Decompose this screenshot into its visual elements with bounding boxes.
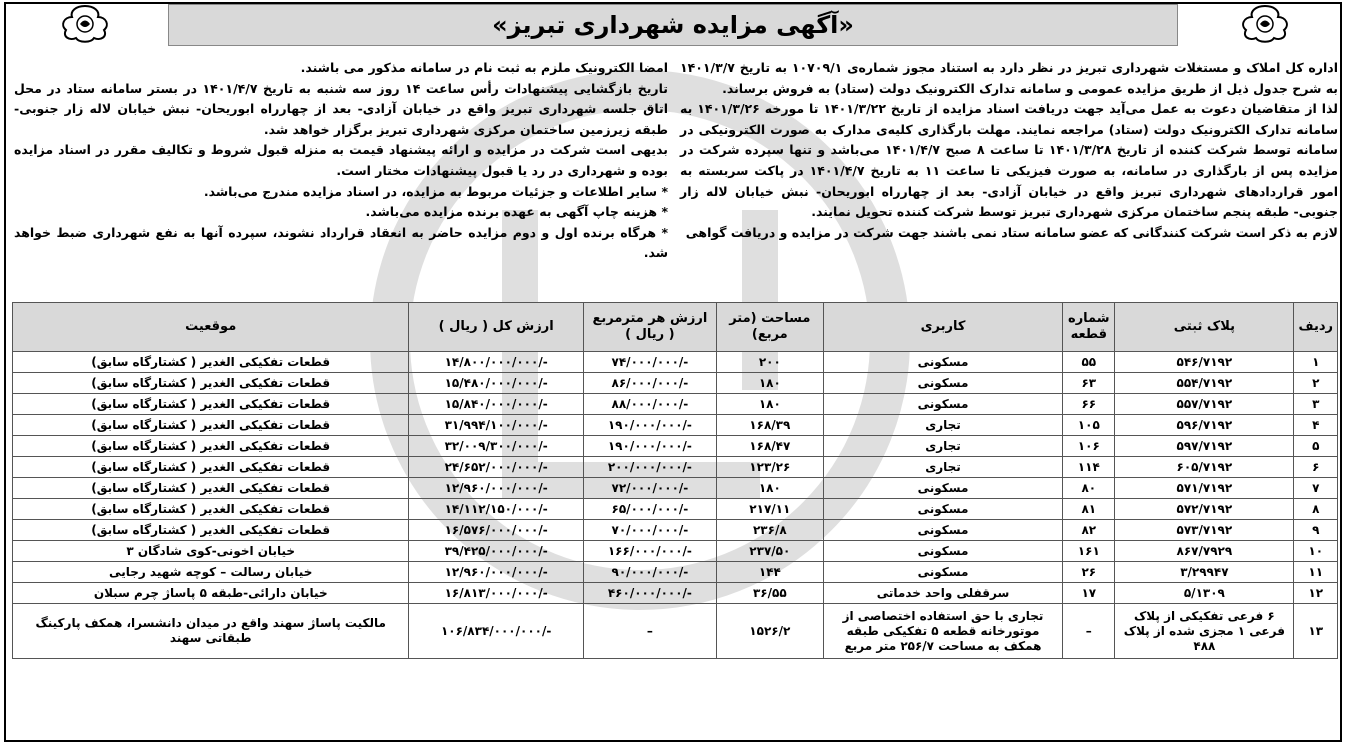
area-cell: ۱۸۰ [716,478,823,499]
usage-cell: تجاری [823,436,1063,457]
note-item: * سایر اطلاعات و جزئیات مربوط به مزایده، در اسناد مزایده مندرج می‌باشد. [203,183,668,199]
intro-column-right [680,58,1338,243]
table-row [13,562,1338,583]
usage-cell: مسکونی [823,352,1063,373]
parcel-cell: ۸۰ [1063,478,1115,499]
total-value-cell: -/۳۲/۰۰۹/۳۰۰/۰۰۰ [409,436,583,457]
row-number: ۸ [1294,499,1338,520]
location-cell: خیابان اخونی-کوی شادگان ۳ [13,541,409,562]
municipality-logo-left-icon [56,3,114,43]
municipality-logo-right-icon [1236,3,1294,43]
parcel-cell: ۶۶ [1063,394,1115,415]
area-cell: ۱۸۰ [716,373,823,394]
header-location: موقعیت [13,303,409,352]
location-cell: قطعات تفکیکی الغدیر ( کشتارگاه سابق) [13,478,409,499]
header-usage: کاربری [823,303,1063,352]
parcel-cell: ۱۰۶ [1063,436,1115,457]
area-cell: ۱۶۸/۳۹ [716,415,823,436]
unit-value-cell: -/۸۸/۰۰۰/۰۰۰ [583,394,716,415]
total-value-cell: -/۱۰۶/۸۳۴/۰۰۰/۰۰۰ [409,604,583,659]
table-header-row [13,303,1338,352]
plate-cell: ۸۶۷/۷۹۲۹ [1115,541,1294,562]
table-row [13,352,1338,373]
location-cell: قطعات تفکیکی الغدیر ( کشتارگاه سابق) [13,499,409,520]
usage-cell: تجاری با حق استفاده اختصاصی از موتورخانه قطعه ۵ تفکیکی طبقه همکف به مساحت ۲۵۶/۷ متر مربع [823,604,1063,659]
usage-cell: مسکونی [823,478,1063,499]
plate-cell: ۵۹۷/۷۱۹۲ [1115,436,1294,457]
total-value-cell: -/۲۴/۶۵۲/۰۰۰/۰۰۰ [409,457,583,478]
location-cell: مالکیت پاساژ سهند واقع در میدان دانشسرا، همکف پارکینگ طبقاتی سهند [13,604,409,659]
plate-cell: ۵۷۲/۷۱۹۲ [1115,499,1294,520]
usage-cell: مسکونی [823,541,1063,562]
unit-value-cell: -/۱۶۶/۰۰۰/۰۰۰ [583,541,716,562]
row-number: ۱ [1294,352,1338,373]
plate-cell: ۶۰۵/۷۱۹۲ [1115,457,1294,478]
usage-cell: سرقفلی واحد خدماتی [823,583,1063,604]
parcel-cell: ۸۱ [1063,499,1115,520]
total-value-cell: -/۱۴/۱۱۲/۱۵۰/۰۰۰ [409,499,583,520]
row-number: ۱۰ [1294,541,1338,562]
parcel-cell: ۲۶ [1063,562,1115,583]
intro-paragraph: لازم به ذکر است شرکت کنندگانی که عضو سامانه ستاد نمی باشند جهت شرکت در مزایده و دریافت گواهی [685,224,1338,240]
usage-cell: تجاری [823,457,1063,478]
plate-cell: ۶ فرعی تفکیکی از پلاک فرعی ۱ مجزی شده از پلاک ۴۸۸ [1115,604,1294,659]
header-plate: پلاک ثبتی [1115,303,1294,352]
parcel-cell: ۸۲ [1063,520,1115,541]
table-row [13,478,1338,499]
unit-value-cell: -/۴۶۰/۰۰۰/۰۰۰ [583,583,716,604]
row-number: ۳ [1294,394,1338,415]
plate-cell: ۵۵۷/۷۱۹۲ [1115,394,1294,415]
header-area: مساحت (متر مربع) [716,303,823,352]
location-cell: خیابان دارائی-طبقه ۵ پاساژ چرم سبلان [13,583,409,604]
row-number: ۹ [1294,520,1338,541]
area-cell: ۱۸۰ [716,394,823,415]
area-cell: ۱۲۳/۲۶ [716,457,823,478]
plate-cell: ۵/۱۳۰۹ [1115,583,1294,604]
row-number: ۵ [1294,436,1338,457]
row-number: ۷ [1294,478,1338,499]
area-cell: ۱۶۸/۴۷ [716,436,823,457]
plate-cell: ۵۷۳/۷۱۹۲ [1115,520,1294,541]
row-number: ۲ [1294,373,1338,394]
unit-value-cell: -/۷۲/۰۰۰/۰۰۰ [583,478,716,499]
table-body [13,352,1338,659]
plate-cell: ۵۹۶/۷۱۹۲ [1115,415,1294,436]
usage-cell: مسکونی [823,499,1063,520]
area-cell: ۲۰۰ [716,352,823,373]
location-cell: خیابان رسالت – کوچه شهید رجایی [13,562,409,583]
auction-table [12,302,1338,659]
usage-cell: تجاری [823,415,1063,436]
parcel-cell: ۱۱۴ [1063,457,1115,478]
usage-cell: مسکونی [823,373,1063,394]
area-cell: ۲۳۷/۵۰ [716,541,823,562]
table-row [13,457,1338,478]
intro-paragraph: امضا الکترونیک ملزم به ثبت نام در سامانه مذکور می باشند. [300,60,668,75]
parcel-cell: ۶۳ [1063,373,1115,394]
table-row [13,520,1338,541]
location-cell: قطعات تفکیکی الغدیر ( کشتارگاه سابق) [13,352,409,373]
usage-cell: مسکونی [823,562,1063,583]
total-value-cell: -/۱۴/۸۰۰/۰۰۰/۰۰۰ [409,352,583,373]
table-row [13,604,1338,659]
area-cell: ۱۴۴ [716,562,823,583]
row-number: ۱۳ [1294,604,1338,659]
intro-paragraph: بدیهی است شرکت در مزایده و ارائه پیشنهاد قیمت به منزله قبول شروط و تکالیف مقرر در اسناد مزایده بوده و شهرداری در رد یا قبول پیشنهادات مختار است. [14,142,668,178]
total-value-cell: -/۱۵/۸۴۰/۰۰۰/۰۰۰ [409,394,583,415]
area-cell: ۲۳۶/۸ [716,520,823,541]
header-total-value: ارزش کل ( ریال ) [409,303,583,352]
usage-cell: مسکونی [823,394,1063,415]
table-row [13,436,1338,457]
total-value-cell: -/۳۱/۹۹۴/۱۰۰/۰۰۰ [409,415,583,436]
total-value-cell: -/۱۵/۴۸۰/۰۰۰/۰۰۰ [409,373,583,394]
area-cell: ۲۱۷/۱۱ [716,499,823,520]
unit-value-cell: -/۲۰۰/۰۰۰/۰۰۰ [583,457,716,478]
note-item: * هرگاه برنده اول و دوم مزایده حاضر به انعقاد قرارداد نشوند، سپرده آنها به نفع شهرداری ضبط خواهد شد. [14,224,668,261]
parcel-cell: ۱۰۵ [1063,415,1115,436]
table-row [13,373,1338,394]
ad-title: «آگهی مزایده شهرداری تبریز» [168,4,1178,46]
intro-paragraph: اداره کل املاک و مستغلات شهرداری تبریز در نظر دارد به استناد مجوز شماره‌ی ۱۰۷۰۹/۱ به تاریخ ۱۴۰۱/۳/۷ به شرح جدول ذیل از طریق مزایده عمومی و سامانه تدارک الکترونیک دولت (ستاد) به فروش برساند. [680,60,1338,96]
unit-value-cell: -/۸۶/۰۰۰/۰۰۰ [583,373,716,394]
location-cell: قطعات تفکیکی الغدیر ( کشتارگاه سابق) [13,415,409,436]
total-value-cell: -/۱۲/۹۶۰/۰۰۰/۰۰۰ [409,478,583,499]
intro-paragraph: تاریخ بازگشایی پیشنهادات رأس ساعت ۱۴ روز سه شنبه به تاریخ ۱۴۰۱/۴/۷ در بستر سامانه ستاد در محل اتاق جلسه شهرداری تبریز واقع در خیابان آزادی- بعد از چهارراه ابوریحان- نبش خیابان لاله زار جنوبی- طبقه زیرزمین ساختمان مرکزی شهرداری تبریز برگزار خواهد شد. [14,80,668,137]
row-number: ۱۱ [1294,562,1338,583]
table-row [13,499,1338,520]
total-value-cell: -/۱۶/۸۱۳/۰۰۰/۰۰۰ [409,583,583,604]
intro-column-left [14,58,668,264]
row-number: ۶ [1294,457,1338,478]
parcel-cell: ۵۵ [1063,352,1115,373]
header-row-number: ردیف [1294,303,1338,352]
usage-cell: مسکونی [823,520,1063,541]
plate-cell: ۵۵۴/۷۱۹۲ [1115,373,1294,394]
table-row [13,541,1338,562]
table-row [13,415,1338,436]
header-unit-value: ارزش هر مترمربع ( ریال ) [583,303,716,352]
header-parcel: شماره قطعه [1063,303,1115,352]
unit-value-cell: – [583,604,716,659]
area-cell: ۳۶/۵۵ [716,583,823,604]
intro-paragraph: لذا از متقاضیان دعوت به عمل می‌آید جهت دریافت اسناد مزایده از تاریخ ۱۴۰۱/۳/۲۲ تا مورخه ۱۴۰۱/۳/۲۶ به سامانه تدارک الکترونیک دولت (ستاد) مراجعه نمایند. مهلت بارگذاری کلیه‌ی مدارک به صورت الکترونیکی در سامانه توسط شرکت کننده از تاریخ ۱۴۰۱/۳/۲۸ تا ساعت ۸ صبح ۱۴۰۱/۴/۷ می‌باشد و تنها سپرده شرکت در مزایده پس از بارگذاری در سامانه، به صورت فیزیکی تا ساعت ۱۱ به تاریخ ۱۴۰۱/۴/۷ در پاکت سربسته به امور قراردادهای شهرداری تبریز واقع در خیابان آزادی- بعد از چهارراه ابوریحان- نبش خیابان لاله زار جنوبی- طبقه پنجم ساختمان مرکزی شهرداری تبریز توسط شرکت کننده تحویل نمایند. [680,101,1338,220]
total-value-cell: -/۱۶/۵۷۶/۰۰۰/۰۰۰ [409,520,583,541]
unit-value-cell: -/۱۹۰/۰۰۰/۰۰۰ [583,436,716,457]
location-cell: قطعات تفکیکی الغدیر ( کشتارگاه سابق) [13,520,409,541]
parcel-cell: – [1063,604,1115,659]
unit-value-cell: -/۷۴/۰۰۰/۰۰۰ [583,352,716,373]
plate-cell: ۵۴۶/۷۱۹۲ [1115,352,1294,373]
location-cell: قطعات تفکیکی الغدیر ( کشتارگاه سابق) [13,457,409,478]
area-cell: ۱۵۲۶/۲ [716,604,823,659]
plate-cell: ۵۷۱/۷۱۹۲ [1115,478,1294,499]
note-item: * هزینه چاپ آگهی به عهده برنده مزایده می‌باشد. [365,204,668,220]
parcel-cell: ۱۶۱ [1063,541,1115,562]
parcel-cell: ۱۷ [1063,583,1115,604]
unit-value-cell: -/۶۵/۰۰۰/۰۰۰ [583,499,716,520]
row-number: ۴ [1294,415,1338,436]
total-value-cell: -/۱۲/۹۶۰/۰۰۰/۰۰۰ [409,562,583,583]
table-row [13,583,1338,604]
unit-value-cell: -/۱۹۰/۰۰۰/۰۰۰ [583,415,716,436]
plate-cell: ۳/۲۹۹۴۷ [1115,562,1294,583]
location-cell: قطعات تفکیکی الغدیر ( کشتارگاه سابق) [13,373,409,394]
location-cell: قطعات تفکیکی الغدیر ( کشتارگاه سابق) [13,394,409,415]
unit-value-cell: -/۷۰/۰۰۰/۰۰۰ [583,520,716,541]
location-cell: قطعات تفکیکی الغدیر ( کشتارگاه سابق) [13,436,409,457]
unit-value-cell: -/۹۰/۰۰۰/۰۰۰ [583,562,716,583]
total-value-cell: -/۳۹/۴۲۵/۰۰۰/۰۰۰ [409,541,583,562]
table-row [13,394,1338,415]
row-number: ۱۲ [1294,583,1338,604]
